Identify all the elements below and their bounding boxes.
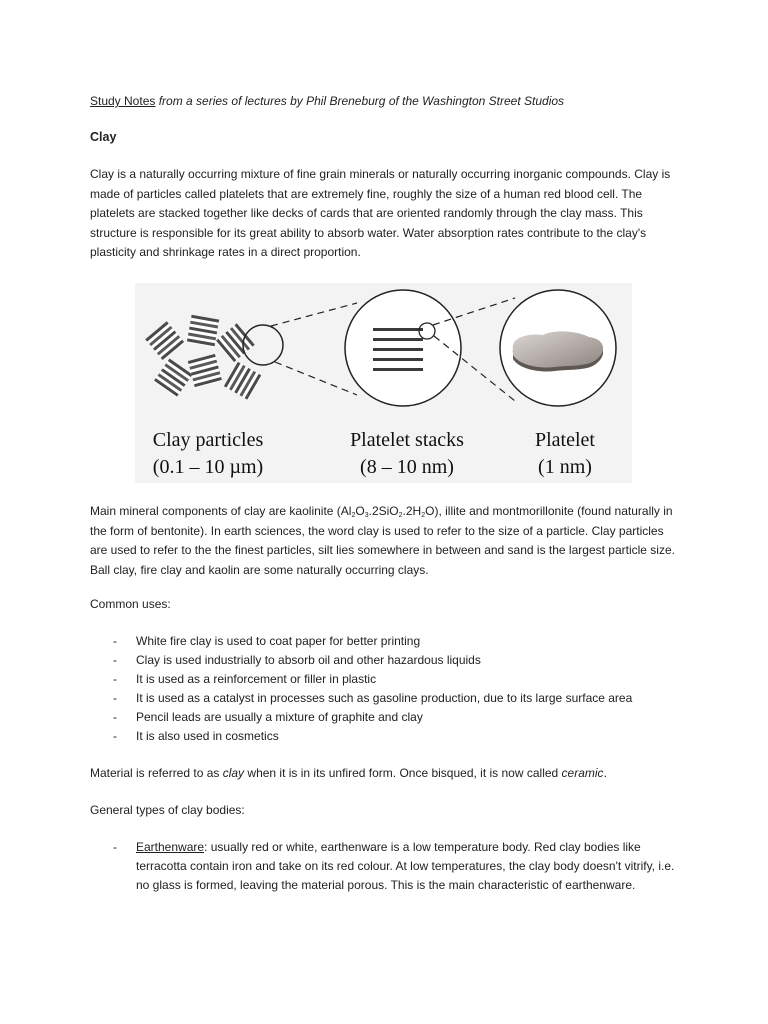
list-item: White fire clay is used to coat paper for better printing xyxy=(136,634,421,648)
list-item: Pencil leads are usually a mixture of graphite and clay xyxy=(136,710,423,724)
list-item: It is used as a catalyst in processes such as gasoline production, due to its large surface area xyxy=(136,691,633,705)
caption-platelet-size: (1 nm) xyxy=(538,456,592,478)
bullet-marker: - xyxy=(113,840,117,854)
bullet-marker: - xyxy=(113,672,117,686)
earthenware-item: Earthenware: usually red or white, earthenware is a low temperature body. Red clay bodies like terracotta contain iron and take on its red colour. At low temperatures, the clay body doesn't vitrify, i.e. no glass is formed, leaving the material porous. This is the main characteristic of earthenware. xyxy=(136,840,675,892)
section-title: Clay xyxy=(90,130,117,144)
platelet-circle xyxy=(500,290,616,406)
bullet-marker: - xyxy=(113,653,117,667)
material-paragraph: Material is referred to as clay when it is in its unfired form. Once bisqued, it is now called ceramic. xyxy=(90,766,607,780)
clay-structure-diagram xyxy=(135,283,632,483)
term-ceramic: ceramic xyxy=(561,766,604,780)
list-item: It is also used in cosmetics xyxy=(136,729,279,743)
types-label: General types of clay bodies: xyxy=(90,803,245,817)
caption-clay-particles: Clay particles xyxy=(152,429,264,451)
list-item: Clay is used industrially to absorb oil and other hazardous liquids xyxy=(136,653,481,667)
caption-platelet: Platelet xyxy=(535,429,595,451)
intro-paragraph: Clay is a naturally occurring mixture of fine grain minerals or naturally occurring inorganic compounds. Clay is made of particles called platelets that are extremely fine, roughly the size of a human red blood cell. The platelets are stacked together like decks of cards that are oriented randomly through the clay mass. This structure is responsible for its great ability to absorb water. Water absorption rates contribute to the clay's plasticity and shrinkage rates in a direct proportion. xyxy=(90,167,671,259)
clay-structure-figure xyxy=(135,283,632,483)
minerals-paragraph: Main mineral components of clay are kaolinite $(Al_2O_3.2SiO_2.2H_2O)$, illite and montmorillonite (found naturally in the form of bentonite). In earth sciences, the word clay is used to refer to the size of a particle. Clay particles are used to refer to the the finest particles, silt lies somewhere in between and sand is the largest particle size. Ball clay, fire clay and kaolin are some naturally occurring clays. xyxy=(90,504,675,577)
bullet-marker: - xyxy=(113,729,117,743)
study-notes-link[interactable]: Study Notes xyxy=(90,94,156,108)
earthenware-term: Earthenware xyxy=(136,840,205,854)
list-item: It is used as a reinforcement or filler in plastic xyxy=(136,672,377,686)
bullet-marker: - xyxy=(113,691,117,705)
caption-clay-particles-size: (0.1 – 10 µm) xyxy=(152,456,264,478)
caption-platelet-stacks: Platelet stacks xyxy=(350,429,464,451)
term-clay: clay xyxy=(222,766,245,780)
caption-platelet-stacks-size: (8 – 10 nm) xyxy=(360,456,454,478)
common-uses-label: Common uses: xyxy=(90,597,171,611)
bullet-marker: - xyxy=(113,710,117,724)
bullet-marker: - xyxy=(113,634,117,648)
document-header xyxy=(90,92,680,112)
header-subtitle: from a series of lectures by Phil Breneburg of the Washington Street Studios xyxy=(155,94,565,108)
platelet-stacks-circle xyxy=(345,290,461,406)
